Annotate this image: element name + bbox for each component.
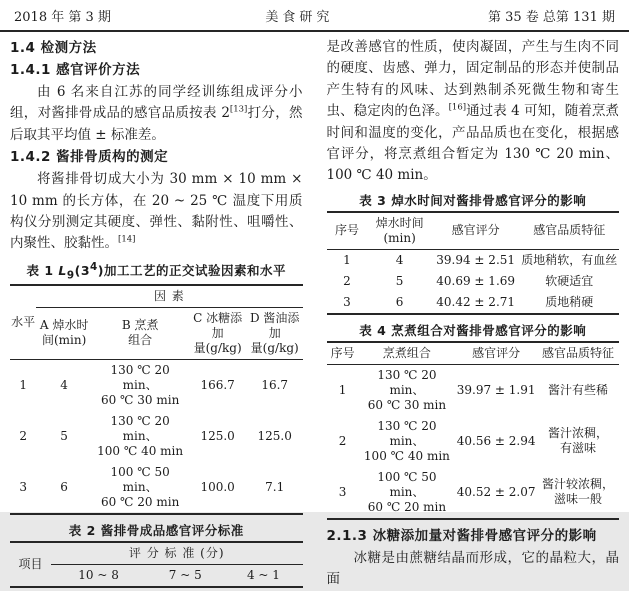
- cell-time: 4: [395, 252, 404, 267]
- cell-score: 40.56 ± 2.94: [456, 433, 536, 448]
- cell-level: 3: [19, 479, 27, 494]
- left-column: [10, 37, 303, 591]
- cell-no: 2: [338, 433, 347, 448]
- cell-combo: 130 ℃ 20 min、 60 ℃ 30 min: [367, 367, 447, 412]
- cell-feature: 酱汁浓稠， 有滋味: [548, 426, 609, 456]
- cell-feature: 酱汁有些稀: [548, 382, 609, 397]
- table4-col-feature: 感官品质特征: [537, 342, 619, 365]
- table-row: [327, 416, 620, 467]
- paragraph-cooking-discussion: 是改善感官的性质，使肉凝固，产生与生肉不同的硬度、齿感、弹力，固定制品的形态并使制品产生特有的风味、达到熟制杀死微生物和寄生虫、稳定肉的色泽。[16]通过表 4 可知，随着烹煮时间和温度的变化，产品品质也在变化，根据感官评分，将烹煮组合暂定为 130 ℃ 20 min、100 ℃ 40 min。: [326, 39, 620, 184]
- cell-score: 39.97 ± 1.91: [456, 382, 536, 397]
- cell-soy: 125.0: [257, 428, 292, 443]
- header-volume: 第 35 卷 总第 131 期: [487, 10, 615, 25]
- paragraph-texture-method: 将酱排骨切成大小为 30 mm × 10 mm × 10 mm 的长方体，在 20 ~ 25 ℃ 温度下用质构仪分别测定其硬度、弹性、黏附性、咀嚼性、内聚性、胶黏性。[14]: [10, 171, 303, 252]
- table3-col-time: 焯水时间 (min): [367, 212, 431, 250]
- table3-col-feature: 感官品质特征: [520, 212, 619, 250]
- cell-sugar: 100.0: [200, 479, 235, 494]
- table2-caption: 表 2 酱排骨成品感官评分标准: [68, 522, 244, 538]
- cell-time: 6: [395, 294, 404, 309]
- section-heading-1-4-1: 1.4.1 感官评价方法: [10, 62, 141, 78]
- citation-14: [14]: [118, 234, 136, 245]
- cell-no: 1: [343, 252, 351, 267]
- table4-caption: 表 4 烹煮组合对酱排骨感官评分的影响: [359, 322, 587, 338]
- running-head: [0, 0, 629, 32]
- cell-level: 2: [19, 428, 27, 443]
- table3-caption: 表 3 焯水时间对酱排骨感官评分的影响: [359, 192, 587, 208]
- cell-blanching: 4: [60, 377, 68, 392]
- cell-blanching: 6: [60, 479, 68, 494]
- cell-feature: 软硬适宜: [545, 273, 594, 288]
- cell-no: 3: [343, 294, 351, 309]
- cell-feature: 酱汁较浓稠， 滋味一般: [542, 477, 615, 507]
- table2-range-low: 4 ~ 1: [246, 567, 280, 582]
- cell-feature: 质地稍硬: [545, 294, 594, 309]
- cell-level: 1: [19, 377, 27, 392]
- table2-scoring-standard: [10, 541, 303, 588]
- table-row: [10, 411, 303, 462]
- table1-col-soy: D 酱油添加 量(g/kg): [247, 307, 303, 359]
- cell-score: 39.94 ± 2.51: [436, 252, 516, 267]
- cell-no: 3: [338, 484, 347, 499]
- table-row: [327, 364, 620, 416]
- cell-no: 2: [343, 273, 351, 288]
- table-row: [10, 462, 303, 514]
- table1-level-header: 水平: [10, 285, 36, 360]
- cell-feature: 质地稍软，有血丝: [521, 252, 618, 267]
- orthogonal-symbol-L: L: [58, 263, 67, 278]
- cell-combo: 130 ℃ 20 min、 100 ℃ 40 min: [363, 418, 450, 463]
- table3-blanching-effect: [327, 211, 620, 315]
- cell-score: 40.42 ± 2.71: [436, 294, 516, 309]
- cell-sugar: 125.0: [200, 428, 235, 443]
- paragraph-sugar-intro: 冰糖是由蔗糖结晶而形成，它的晶粒大，晶面: [326, 549, 619, 588]
- cell-cooking: 130 ℃ 20 min、 100 ℃ 40 min: [97, 413, 184, 458]
- cell-cooking: 130 ℃ 20 min、 60 ℃ 30 min: [100, 362, 180, 407]
- journal-title: 美食研究: [265, 10, 334, 25]
- table1-orthogonal-factors: [10, 284, 303, 515]
- citation-13: [13]: [229, 104, 248, 115]
- table4-col-combo: 烹煮组合: [359, 342, 456, 365]
- table-row: [327, 467, 620, 519]
- table1-caption: 表 1 $L_9(3^4)$加工工艺的正交试验因素和水平: [26, 260, 286, 282]
- right-column: [327, 37, 620, 591]
- header-issue: 2018 年 第 3 期: [14, 10, 111, 25]
- table1-col-cooking: B 烹煮 组合: [92, 307, 189, 359]
- section-heading-2-1-3: 2.1.3 冰糖添加量对酱排骨感官评分的影响: [326, 527, 597, 544]
- two-column-body: [0, 32, 629, 591]
- cell-soy: 7.1: [265, 479, 285, 494]
- cell-no: 1: [338, 382, 347, 397]
- table-row: [327, 292, 620, 314]
- table2-item-header: 项目: [18, 556, 43, 571]
- table1-col-sugar: C 冰糖添加 量(g/kg): [188, 307, 247, 359]
- cell-blanching: 5: [60, 428, 68, 443]
- table3-col-no: 序号: [327, 212, 368, 250]
- table-row: [327, 249, 620, 271]
- cell-cooking: 100 ℃ 50 min、 60 ℃ 20 min: [100, 464, 180, 509]
- table4-col-score: 感官评分: [455, 342, 537, 365]
- citation-16: [16]: [448, 102, 467, 113]
- cell-combo: 100 ℃ 50 min、 60 ℃ 20 min: [367, 469, 447, 514]
- cell-sugar: 166.7: [200, 377, 235, 392]
- section-heading-1-4-2: 1.4.2 酱排骨质构的测定: [10, 149, 169, 166]
- cell-soy: 16.7: [261, 377, 289, 392]
- section-heading-1-4: 1.4 检测方法: [10, 40, 97, 56]
- cell-score: 40.52 ± 2.07: [456, 484, 536, 499]
- table4-cooking-effect: [327, 341, 620, 520]
- table3-col-score: 感官评分: [432, 212, 520, 250]
- table2-score-header: 评 分 标 准 (分): [51, 542, 303, 565]
- table1-factor-header: 因 素: [36, 285, 302, 308]
- paragraph-sensory-method: 由 6 名来自江苏的同学经训练组成评分小组，对酱排骨成品的感官品质按表 2[13]打分，然后取其平均值 ± 标准差。: [10, 84, 303, 143]
- table-row: [10, 359, 303, 411]
- cell-time: 5: [395, 273, 404, 288]
- table-row: [327, 271, 620, 292]
- table4-col-no: 序号: [327, 342, 359, 365]
- table2-range-mid: 7 ~ 5: [168, 567, 202, 582]
- table2-range-high: 10 ~ 8: [78, 567, 119, 582]
- table1-col-blanching: A 焯水时 间(min): [36, 307, 92, 359]
- cell-score: 40.69 ± 1.69: [436, 273, 516, 288]
